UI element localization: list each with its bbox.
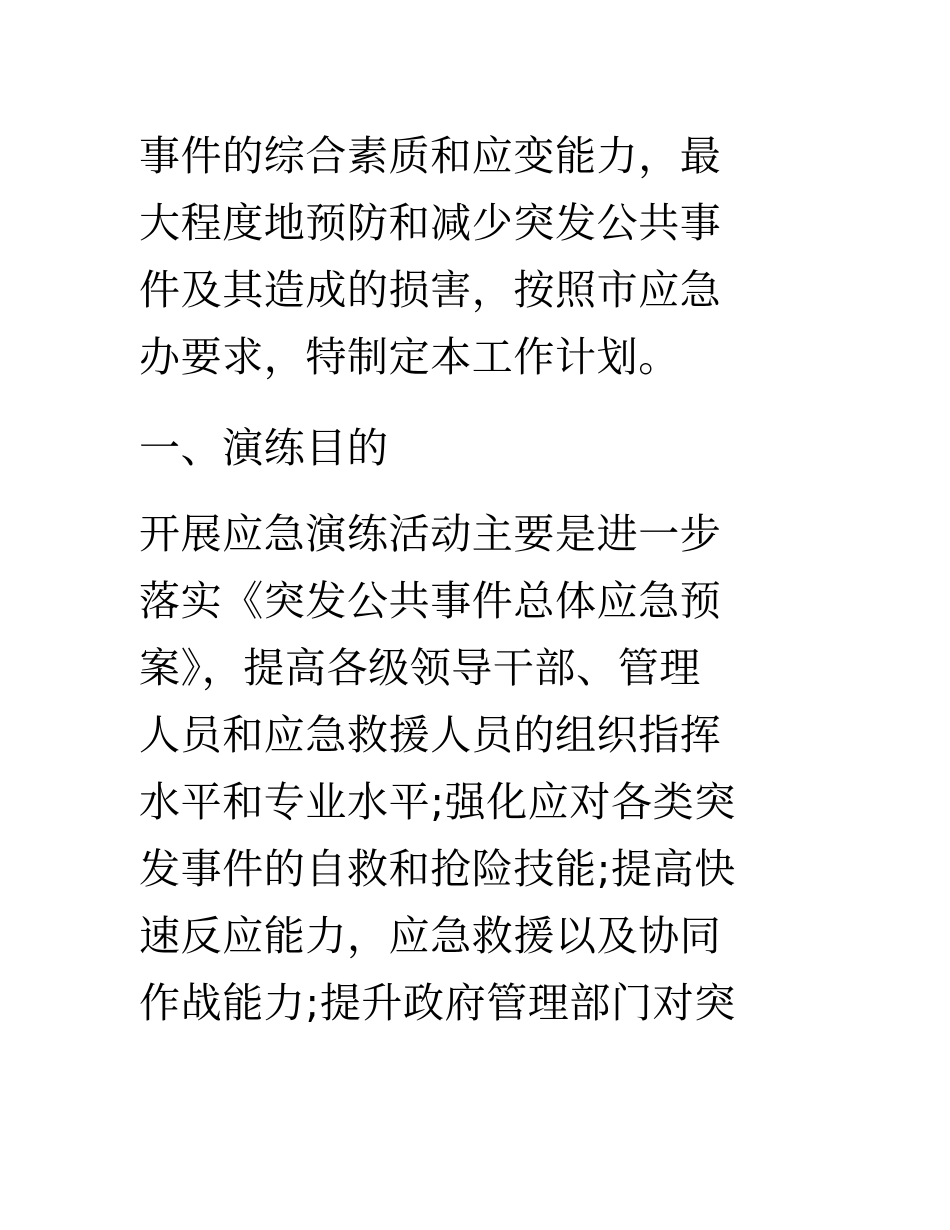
text-line: 作战能力;提升政府管理部门对突 bbox=[139, 979, 736, 1027]
section-heading: 一、演练目的 bbox=[139, 424, 389, 472]
text-line: 水平和专业水平;强化应对各类突 bbox=[139, 778, 736, 826]
text-line: 落实《突发公共事件总体应急预 bbox=[139, 577, 722, 625]
text-line: 开展应急演练活动主要是进一步 bbox=[139, 510, 722, 558]
text-line: 事件的综合素质和应变能力，最 bbox=[139, 132, 722, 180]
text-line: 办要求，特制定本工作计划。 bbox=[139, 333, 680, 381]
text-line: 案》，提高各级领导干部、管理 bbox=[139, 644, 701, 692]
text-line: 件及其造成的损害，按照市应急 bbox=[139, 266, 722, 314]
text-line: 发事件的自救和抢险技能;提高快 bbox=[139, 845, 736, 893]
text-line: 速反应能力，应急救援以及协同 bbox=[139, 912, 722, 960]
text-line: 人员和应急救援人员的组织指挥 bbox=[139, 711, 722, 759]
text-line: 大程度地预防和减少突发公共事 bbox=[139, 199, 722, 247]
